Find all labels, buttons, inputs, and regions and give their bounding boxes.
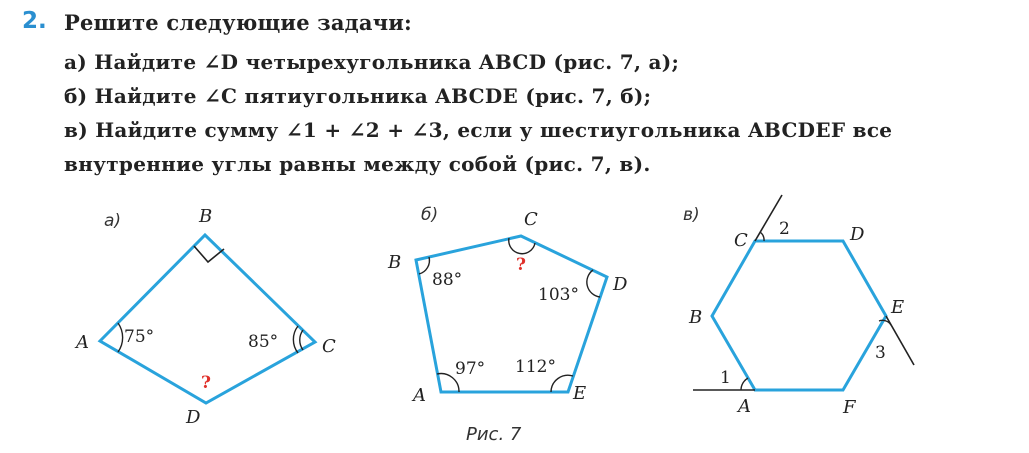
vertex-label-a: A: [738, 396, 751, 417]
vertex-label-b: B: [199, 206, 213, 227]
angle-value-a: 97°: [455, 359, 486, 379]
vertex-label-a: A: [413, 385, 426, 406]
angle-value-e: 112°: [515, 357, 556, 377]
angle-arc-c-outer: [293, 326, 298, 353]
angle-value-d: 103°: [538, 285, 579, 305]
vertex-label-e: E: [573, 383, 587, 404]
angle-arc-c-inner: [300, 330, 303, 350]
vertex-label-a: A: [76, 332, 89, 353]
figure-caption: Рис. 7: [466, 424, 522, 445]
angle-label-2: 2: [779, 219, 790, 239]
vertex-label-b: B: [689, 307, 703, 328]
angle-arc-1: [741, 378, 748, 390]
vertex-label-c: C: [734, 230, 748, 251]
vertex-label-f: F: [843, 397, 856, 418]
task-title: Решите следующие задачи:: [64, 10, 412, 35]
task-line-c: в) Найдите сумму ∠1 + ∠2 + ∠3, если у шестиугольника ABCDEF все: [64, 118, 893, 142]
vertex-label-c: C: [524, 209, 538, 230]
angle-label-3: 3: [875, 343, 886, 363]
vertex-label-d: D: [186, 407, 201, 428]
pentagon-abcde: [416, 236, 607, 392]
figure-c-label: в): [683, 205, 700, 225]
unknown-angle-d: ?: [201, 373, 211, 393]
angle-value-a: 75°: [124, 327, 155, 347]
figure-a-label: а): [104, 211, 122, 231]
angle-value-c: 85°: [248, 332, 279, 352]
task-number: 2.: [22, 8, 47, 34]
vertex-label-e: E: [891, 297, 905, 318]
vertex-label-d: D: [850, 224, 865, 245]
task-line-b: б) Найдите ∠C пятиугольника ABCDE (рис. 7, б);: [64, 84, 652, 108]
hexagon-abcdef: [712, 241, 886, 390]
angle-value-b: 88°: [432, 270, 463, 290]
figure-b-label: б): [421, 205, 439, 225]
vertex-label-d: D: [613, 274, 628, 295]
figure-a: [74, 206, 336, 428]
extension-line-c: [755, 195, 782, 241]
vertex-label-c: C: [322, 336, 336, 357]
task-line-c-continued: внутренние углы равны между собой (рис. 7, в).: [64, 152, 651, 176]
angle-label-1: 1: [720, 368, 731, 388]
angle-arc-a: [118, 323, 123, 352]
figure-b: [387, 205, 628, 445]
task-line-a: а) Найдите ∠D четырехугольника ABCD (рис. 7, а);: [64, 50, 680, 74]
unknown-angle-c: ?: [516, 255, 526, 275]
vertex-label-b: B: [388, 252, 402, 273]
figure-c: [683, 195, 914, 418]
